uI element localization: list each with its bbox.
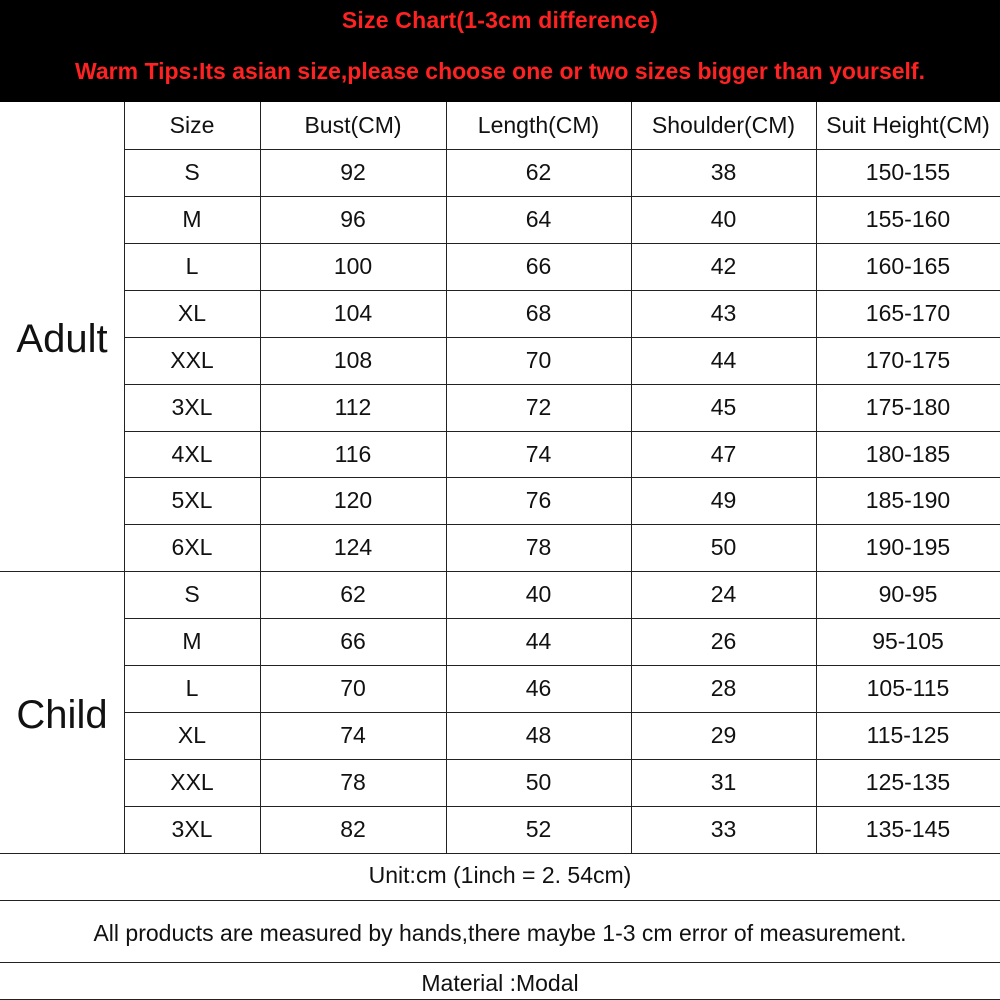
row-divider — [124, 431, 1000, 432]
table-cell: 175-180 — [865, 394, 951, 420]
table-cell: 165-170 — [865, 300, 951, 326]
column-header: Length(CM) — [477, 112, 600, 138]
table-cell: 82 — [340, 816, 366, 842]
table-cell: 62 — [340, 581, 366, 607]
footer-divider — [0, 900, 1000, 901]
table-cell: S — [184, 581, 200, 607]
column-divider — [631, 102, 632, 853]
table-cell: 108 — [333, 347, 373, 373]
table-cell: 160-165 — [865, 253, 951, 279]
table-cell: 26 — [710, 628, 737, 654]
row-divider — [124, 243, 1000, 244]
measurement-note: All products are measured by hands,there maybe 1-3 cm error of measurement. — [93, 920, 907, 946]
row-divider — [124, 337, 1000, 338]
row-divider — [124, 759, 1000, 760]
table-cell: 6XL — [171, 534, 213, 560]
table-cell: 95-105 — [872, 628, 944, 654]
table-cell: 72 — [525, 394, 552, 420]
warm-tips: Warm Tips:Its asian size,please choose one or two sizes bigger than yourself. — [75, 58, 925, 84]
table-cell: 100 — [333, 253, 373, 279]
row-divider — [124, 712, 1000, 713]
table-cell: 64 — [525, 206, 552, 232]
table-cell: M — [182, 206, 202, 232]
table-cell: 78 — [340, 769, 366, 795]
table-cell: 96 — [340, 206, 366, 232]
row-divider — [124, 477, 1000, 478]
row-divider — [124, 384, 1000, 385]
row-divider — [124, 618, 1000, 619]
table-cell: 47 — [710, 441, 737, 467]
row-divider — [124, 665, 1000, 666]
column-header: Bust(CM) — [304, 112, 402, 138]
table-cell: 76 — [525, 487, 552, 513]
column-divider — [260, 102, 261, 853]
row-divider — [124, 149, 1000, 150]
table-cell: 38 — [710, 159, 737, 185]
column-header: Shoulder(CM) — [651, 112, 796, 138]
table-cell: 74 — [340, 722, 366, 748]
table-cell: L — [185, 675, 199, 701]
table-cell: 124 — [333, 534, 373, 560]
table-cell: 68 — [525, 300, 552, 326]
table-cell: 31 — [710, 769, 737, 795]
table-cell: 150-155 — [865, 159, 951, 185]
column-divider — [124, 102, 125, 853]
table-cell: 52 — [525, 816, 552, 842]
table-cell: M — [182, 628, 202, 654]
table-cell: 4XL — [171, 441, 213, 467]
table-cell: 5XL — [171, 487, 213, 513]
group-label-adult: Adult — [16, 317, 108, 361]
table-cell: 42 — [710, 253, 737, 279]
table-cell: XXL — [170, 769, 214, 795]
table-cell: 190-195 — [865, 534, 951, 560]
row-divider — [124, 806, 1000, 807]
table-cell: 24 — [710, 581, 737, 607]
table-cell: 46 — [525, 675, 552, 701]
row-divider — [124, 196, 1000, 197]
table-cell: 70 — [525, 347, 552, 373]
table-cell: XL — [177, 300, 207, 326]
table-cell: 43 — [710, 300, 737, 326]
table-cell: S — [184, 159, 200, 185]
group-label-child: Child — [16, 693, 108, 737]
table-cell: 44 — [525, 628, 552, 654]
row-divider — [124, 290, 1000, 291]
footer-divider — [0, 962, 1000, 963]
table-cell: XXL — [170, 347, 214, 373]
table-cell: 50 — [710, 534, 737, 560]
table-cell: 45 — [710, 394, 737, 420]
table-cell: 44 — [710, 347, 737, 373]
header-banner — [0, 0, 1000, 102]
table-cell: 104 — [333, 300, 373, 326]
table-bottom-border — [0, 853, 1000, 854]
size-table — [0, 102, 1000, 1000]
table-cell: 48 — [525, 722, 552, 748]
table-cell: 3XL — [171, 816, 213, 842]
table-cell: 92 — [340, 159, 366, 185]
column-divider — [816, 102, 817, 853]
table-cell: 155-160 — [865, 206, 951, 232]
table-cell: 78 — [525, 534, 552, 560]
table-cell: 50 — [525, 769, 552, 795]
table-cell: 40 — [525, 581, 552, 607]
table-cell: 62 — [525, 159, 552, 185]
table-cell: 105-115 — [866, 675, 950, 701]
material-note: Material :Modal — [421, 970, 579, 996]
table-cell: 29 — [710, 722, 737, 748]
table-cell: 112 — [334, 394, 372, 420]
table-cell: L — [185, 253, 199, 279]
table-cell: 125-135 — [865, 769, 951, 795]
table-cell: 66 — [340, 628, 366, 654]
table-cell: 40 — [710, 206, 737, 232]
table-cell: 3XL — [171, 394, 213, 420]
unit-note: Unit:cm (1inch = 2. 54cm) — [368, 862, 632, 888]
table-cell: 33 — [710, 816, 737, 842]
table-cell: 49 — [710, 487, 737, 513]
column-header: Suit Height(CM) — [826, 112, 990, 138]
table-cell: 74 — [525, 441, 552, 467]
column-divider — [446, 102, 447, 853]
table-cell: 66 — [525, 253, 552, 279]
table-cell: 135-145 — [865, 816, 951, 842]
group-divider — [0, 571, 1000, 572]
table-cell: 116 — [334, 441, 372, 467]
table-cell: 115-125 — [866, 722, 950, 748]
table-cell: 180-185 — [865, 441, 951, 467]
row-divider — [124, 524, 1000, 525]
header-title: Size Chart(1-3cm difference) — [341, 7, 659, 33]
table-cell: 90-95 — [878, 581, 938, 607]
table-cell: 70 — [340, 675, 366, 701]
table-cell: XL — [177, 722, 207, 748]
table-cell: 185-190 — [865, 487, 951, 513]
table-cell: 120 — [333, 487, 373, 513]
column-header: Size — [169, 112, 215, 138]
table-cell: 170-175 — [865, 347, 951, 373]
table-cell: 28 — [710, 675, 737, 701]
